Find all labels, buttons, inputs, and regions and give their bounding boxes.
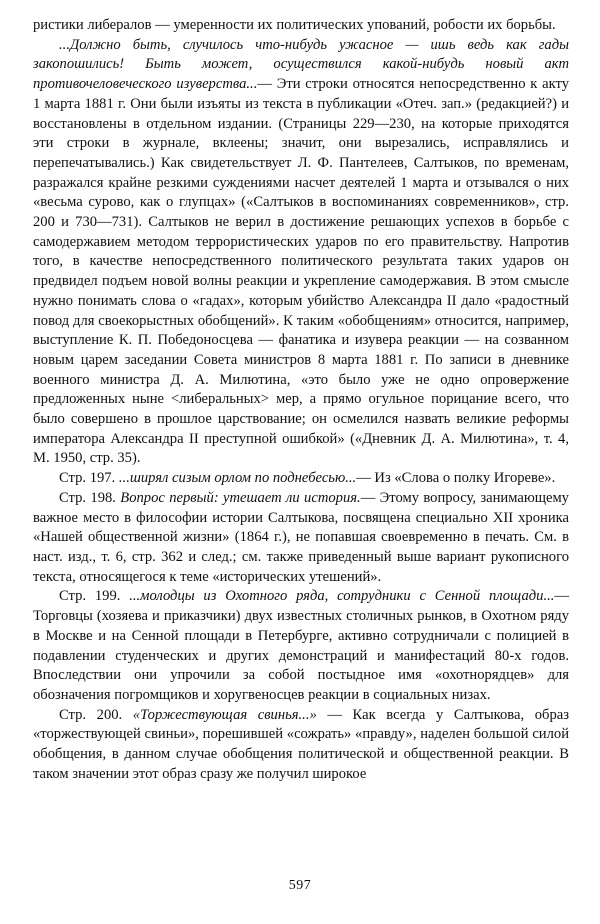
paragraph (33, 16, 569, 36)
quoted-phrase: ...молодцы из Охотного ряда, сотрудники с Сенной площади... (129, 588, 555, 605)
text-run: — Торговцы (хозяева и приказчики) двух известных столичных рынков, в Охотном ряду в Москве и на Сенной площади в Петербурге, активно сотрудничали с полицией в подавлении студенческих и других демонстраций и манифестаций 80-х годов. Впоследствии они упрочили за собой постыдное имя «охотнорядцев» для обозначения погромщиков и хоругвеносцев реакции в социальных низах. (33, 588, 569, 703)
text-run: Стр. 197. (59, 470, 119, 487)
text-run: — Как всегда у Салтыкова, образ «торжествующей свиньи», порешившей «сожрать» «правду», наделен большой силой обобщения, в данном случае обобщения политической и общественной реакции. В таком значении этот образ сразу же получил широкое (33, 706, 569, 782)
quoted-phrase: Вопрос первый: утешает ли история. (120, 489, 361, 506)
paragraph (33, 587, 569, 705)
commentary-text (33, 16, 569, 784)
text-run: Стр. 198. (59, 489, 121, 506)
text-run: — Эти строки относятся непосредственно к акту 1 марта 1881 г. Они были изъяты из текста в публикации «Отеч. зап.» (редакцией?) и восстановлены в отдельном издании. (Страницы 229—230, на которые приходятся эти строки в журнале, вклеены; значит, они вырезались, исправлялись и перепечатывались.) Как свидетельствует Л. Ф. Пантелеев, Салтыков, по временам, разражался крайне резкими суждениями насчет деятелей 1 марта и отзывался о них «весьма сурово, как о глупцах» («Салтыков в воспоминаниях современников», стр. 200 и 730—731). Салтыков не верил в достижение решающих успехов в борьбе с самодержавием методом террористических ударов по его правительству. Напротив того, в качестве непосредственного политического результата таких ударов он предвидел подъем новой волны реакции и укрепление самодержавия. В этом смысле нужно понимать слова о «гадах», которым убийство Александра II дало «радостный повод для своекорыстных обобщений». К таким «обобщениям» относится, например, выступление К. П. Победоносцева — фанатика и изувера реакции — на созванном новым царем заседании Совета министров 8 марта 1881 г. По записи в дневнике военного министра Д. А. Милютина, «это было уже не одно опровержение предложенных ныне <либеральных> мер, а прямо огульное порицание всего, что было совершено в прошлое царствование; он осмелился назвать великие реформы императора Александра II преступной ошибкой» («Дневник Д. А. Милютина», т. 4, М. 1950, стр. 35). (33, 76, 569, 467)
text-run: Стр. 199. (59, 588, 130, 605)
paragraph (33, 36, 569, 469)
page-number: 597 (288, 878, 312, 893)
text-run: ристики либералов — умеренности их политических упований, робости их борьбы. (33, 17, 556, 33)
quoted-phrase: «Торжествующая свинья...» (132, 706, 317, 723)
quoted-phrase: ...Должно быть, случилось что-нибудь ужасное — ишь ведь как гады закопошились! Быть может, осуществился какой-нибудь новый акт противочеловеческого изуверства... (33, 36, 569, 93)
paragraph (33, 469, 569, 489)
text-run: Стр. 200. (59, 706, 133, 723)
text-run: — Этому вопросу, занимающему важное место в философии истории Салтыкова, посвящена специально XII хроника «Нашей общественной жизни» (1864 г.), не попавшая своевременно в печать. См. в наст. изд., т. 6, стр. 362 и след.; см. также приведенный выше вариант рукописного текста, относящегося к теме «исторических утешений». (33, 489, 569, 585)
quoted-phrase: ...ширял сизым орлом по поднебесью... (118, 470, 357, 487)
paragraph (33, 706, 569, 785)
paragraph (33, 489, 569, 588)
text-run: — Из «Слова о полку Игореве». (356, 470, 556, 487)
